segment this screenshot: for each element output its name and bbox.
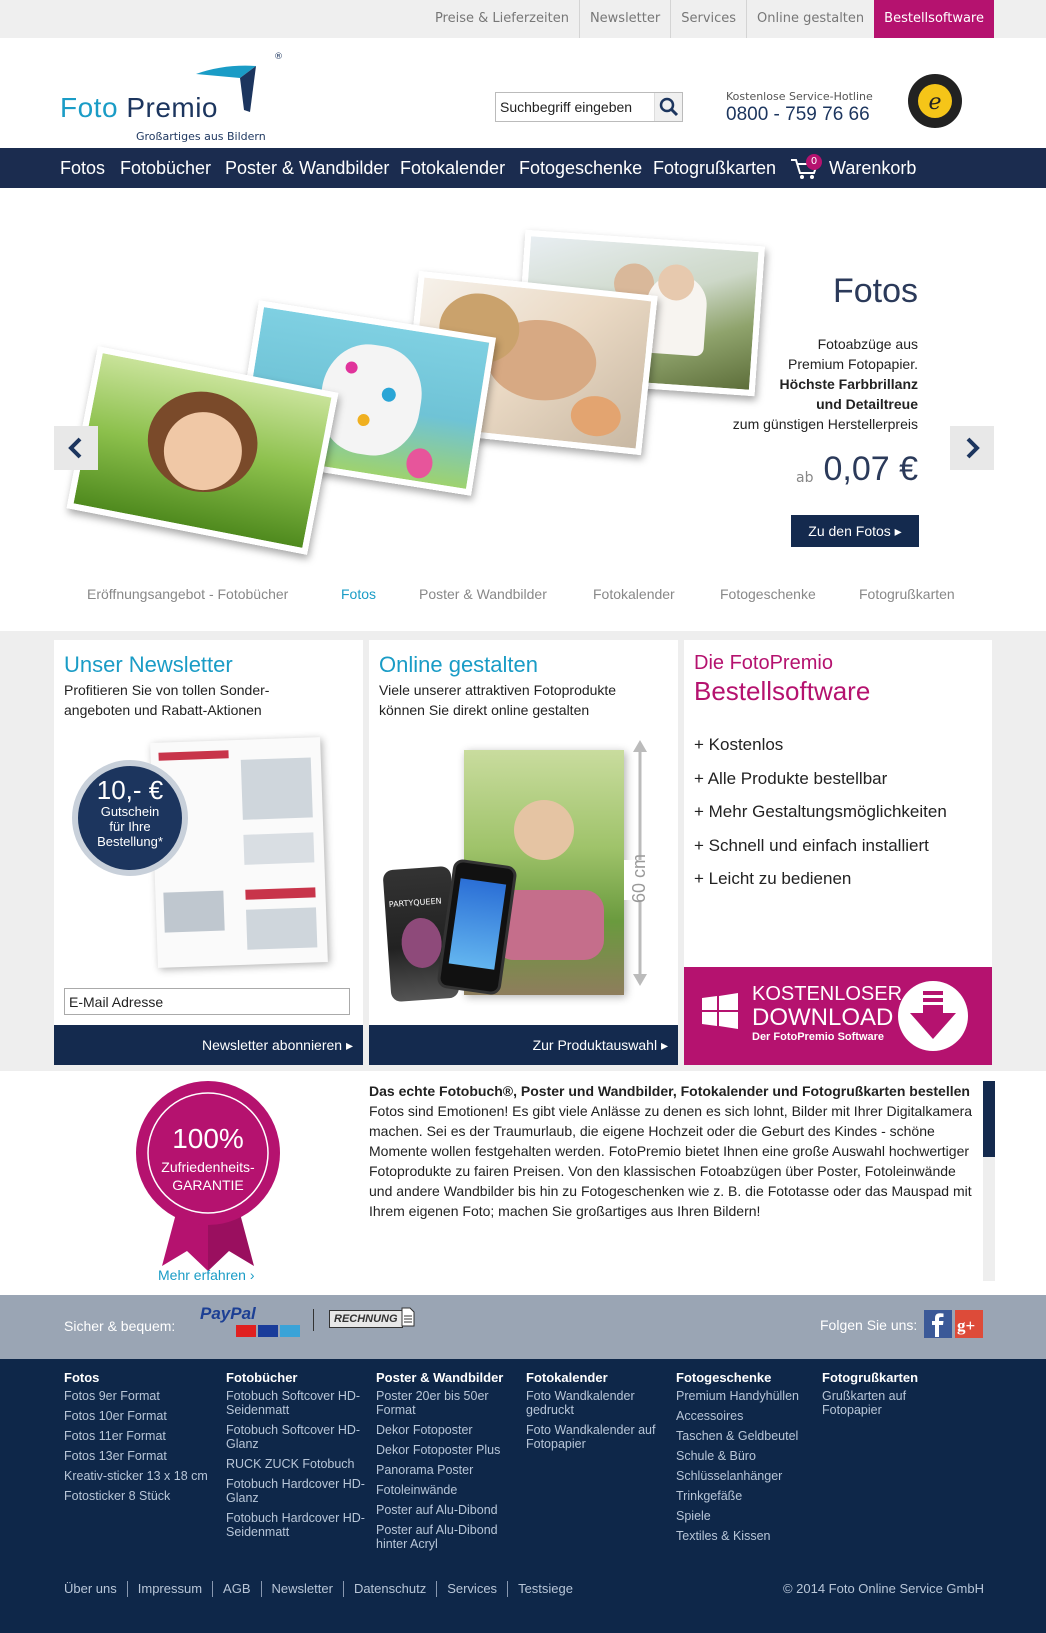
google-plus-glyph-icon <box>955 1310 983 1338</box>
footer-link[interactable]: Fotobuch Hardcover HD-Glanz <box>226 1477 365 1505</box>
rechnung-badge <box>329 1307 419 1331</box>
brochure-red-bar <box>245 887 315 899</box>
newsletter-text <box>64 680 269 720</box>
footer <box>0 1359 1046 1633</box>
hotline-label: Kostenlose Service-Hotline <box>726 90 873 103</box>
software-feature: + Schnell und einfach installiert <box>694 835 929 855</box>
slider-next-button[interactable] <box>950 426 994 470</box>
guarantee-seal-icon <box>132 1081 284 1271</box>
newsletter-subscribe-button[interactable]: Newsletter abonnieren ▸ <box>54 1025 363 1065</box>
voucher-line1: Gutschein <box>100 804 160 819</box>
nav-item-fotogrusskarten[interactable]: Fotogrußkarten <box>653 158 777 178</box>
brochure-photo <box>241 757 313 819</box>
svg-text:e: e <box>928 90 942 115</box>
guarantee-line2: GARANTIE <box>172 1177 244 1193</box>
slide-description <box>733 334 918 434</box>
slide-desc-line3: zum günstigen Herstellerpreis <box>732 416 918 432</box>
payment-divider <box>313 1309 314 1331</box>
software-feature: + Kostenlos <box>694 735 784 754</box>
online-gestalten-box <box>369 640 678 1065</box>
software-feature-list <box>694 728 947 896</box>
slide-desc-line2: Premium Fotopapier. <box>788 356 918 372</box>
rechnung-text: RECHNUNG <box>329 1310 403 1328</box>
seo-heading: Das echte Fotobuch®, Poster und Wandbilder, Fotokalender und Fotogrußkarten bestellen <box>369 1083 970 1099</box>
voucher-amount: 10,- € <box>96 775 164 805</box>
footer-link[interactable]: Dekor Fotoposter <box>376 1423 473 1437</box>
footer-link[interactable]: Fotos 13er Format <box>64 1449 167 1463</box>
footer-link[interactable]: Fotos 10er Format <box>64 1409 167 1423</box>
slider-tab-poster[interactable]: Poster & Wandbilder <box>419 586 547 602</box>
windows-icon <box>702 993 738 1029</box>
dimension-text: 60 cm <box>629 853 650 904</box>
slide-desc-bold1: Höchste Farbbrillanz <box>779 376 918 392</box>
hotline-number[interactable]: 0800 - 759 76 66 <box>726 104 870 125</box>
footer-link[interactable]: Grußkarten auf Fotopapier <box>822 1389 907 1417</box>
facebook-icon[interactable] <box>924 1310 952 1338</box>
smartphone-screen <box>449 878 507 970</box>
mehr-erfahren-link[interactable]: Mehr erfahren › <box>158 1267 255 1283</box>
footer-link[interactable]: Spiele <box>676 1509 711 1523</box>
top-link-bestellsoftware[interactable]: Bestellsoftware <box>874 0 994 38</box>
voucher-line2: für Ihre <box>109 819 151 834</box>
brochure-photo <box>246 907 317 949</box>
chevron-left-icon <box>54 426 98 470</box>
nav-item-poster[interactable]: Poster & Wandbilder <box>225 158 390 178</box>
online-gestalten-title: Online gestalten <box>379 652 538 677</box>
newsletter-text-line1: Profitieren Sie von tollen Sonder- <box>64 682 270 698</box>
download-arrow-icon <box>896 979 970 1053</box>
cart-count-badge: 0 <box>806 154 822 170</box>
top-utility-bar <box>0 0 1046 38</box>
zu-den-fotos-button[interactable]: Zu den Fotos ▸ <box>791 515 919 547</box>
footer-link[interactable]: Taschen & Geldbeutel <box>676 1429 799 1443</box>
newsletter-box <box>54 640 363 1065</box>
logo-registered-mark: ® <box>274 52 283 62</box>
logo-text <box>60 92 218 124</box>
price-prefix: ab <box>796 470 814 486</box>
footer-link[interactable]: Schlüsselanhänger <box>676 1469 783 1483</box>
footer-column-poster <box>376 1369 516 1557</box>
footer-link[interactable]: Poster auf Alu-Dibond <box>376 1503 498 1517</box>
slider-tab-eroeffnungsangebot[interactable]: Eröffnungsangebot - Fotobücher <box>87 586 289 602</box>
logo[interactable] <box>58 52 298 142</box>
document-icon <box>401 1307 415 1327</box>
footer-column-title: Fotogrußkarten <box>822 1370 919 1385</box>
slider-tab-fotogrusskarten[interactable]: Fotogrußkarten <box>859 586 955 602</box>
top-link-preise[interactable]: Preise & Lieferzeiten <box>434 11 569 26</box>
footer-column-title: Fotogeschenke <box>676 1370 772 1385</box>
search-box <box>495 92 683 122</box>
nav-item-fotobuecher[interactable]: Fotobücher <box>120 158 212 178</box>
footer-link[interactable]: Foto Wandkalender gedruckt <box>526 1389 635 1417</box>
download-line1: KOSTENLOSER <box>752 983 903 1005</box>
mastercard-icon <box>236 1325 256 1337</box>
nav-item-fotokalender[interactable]: Fotokalender <box>400 158 506 178</box>
newsletter-text-line2: angeboten und Rabatt-Aktionen <box>64 702 262 718</box>
nav-item-fotos[interactable]: Fotos <box>60 158 106 178</box>
visa-icon <box>258 1325 278 1337</box>
footer-link-ueber-uns[interactable]: Über uns <box>64 1581 117 1596</box>
logo-word-premio: Premio <box>126 92 219 123</box>
footer-link[interactable]: Fotobuch Softcover HD-Seidenmatt <box>226 1389 361 1417</box>
amex-icon <box>280 1325 300 1337</box>
seo-body: Fotos sind Emotionen! Es gibt viele Anlässe zu denen es sich lohnt, Bilder mit Ihrer Digitalkamera machen. Sei es der Traumurlaub, die eigene Hochzeit oder die Geburt des Kindes - schöne Momente wollen festgehalten werden. FotoPremio bietet Ihnen eine große Auswahl hochwertiger Fotoprodukte zu fairen Preisen. Von den klassischen Fotoabzügen über Poster, Fotoleinwände und andere Wandbilder bis hin zu Fotogeschenken wie z. B. die Fototasse oder das Mauspad mit Ihrem eigenen Foto; machen Sie großartiges aus Ihren Bildern! <box>369 1103 973 1219</box>
follow-label: Folgen Sie uns: <box>820 1317 918 1333</box>
slider-prev-button[interactable] <box>54 426 98 470</box>
footer-link[interactable]: Fotos 9er Format <box>64 1389 160 1403</box>
kitten <box>569 394 623 439</box>
logo-word-foto: Foto <box>60 92 119 123</box>
slider-tab-fotogeschenke[interactable]: Fotogeschenke <box>720 586 816 602</box>
footer-link[interactable]: Fotos 11er Format <box>64 1429 166 1443</box>
paypal-logo <box>200 1305 302 1341</box>
top-link-online-gestalten[interactable]: Online gestalten <box>746 0 874 38</box>
logo-tagline: Großartiges aus Bildern <box>136 130 266 143</box>
hero-slider <box>0 188 1046 631</box>
voucher-badge <box>72 760 188 876</box>
footer-link-datenschutz[interactable]: Datenschutz <box>343 1581 436 1597</box>
paypal-text: PayPal <box>200 1304 256 1323</box>
footer-bottom-links <box>54 1581 583 1597</box>
footer-link[interactable]: Schule & Büro <box>676 1449 756 1463</box>
footer-column-fotobuecher <box>226 1369 366 1545</box>
svg-text:g+: g+ <box>957 1316 976 1335</box>
footer-link[interactable]: Fotosticker 8 Stück <box>64 1489 171 1503</box>
nav-item-warenkorb[interactable]: Warenkorb <box>829 158 917 178</box>
facebook-glyph-icon <box>924 1310 952 1338</box>
footer-link-agb[interactable]: AGB <box>212 1581 260 1597</box>
footer-link-newsletter[interactable]: Newsletter <box>261 1581 343 1597</box>
email-field[interactable] <box>64 988 350 1015</box>
header <box>0 38 1046 148</box>
slider-tab-fotos[interactable]: Fotos <box>341 586 377 602</box>
nav-item-fotogeschenke[interactable]: Fotogeschenke <box>519 158 643 178</box>
footer-column-fotogeschenke <box>676 1369 816 1549</box>
footer-link[interactable]: Textiles & Kissen <box>676 1529 771 1543</box>
software-download-button[interactable] <box>684 967 992 1065</box>
footer-link-testsiege[interactable]: Testsiege <box>507 1581 583 1597</box>
payment-bar <box>0 1295 1046 1359</box>
footer-link[interactable]: Trinkgefäße <box>676 1489 743 1503</box>
guarantee-line1: Zufriedenheits- <box>161 1159 255 1175</box>
slide-desc-line1: Fotoabzüge aus <box>817 336 918 352</box>
bestellsoftware-box <box>684 640 992 1065</box>
slider-tab-fotokalender[interactable]: Fotokalender <box>593 586 675 602</box>
voucher-line3: Bestellung* <box>97 834 163 849</box>
trusted-shops-badge[interactable] <box>906 72 964 130</box>
search-input[interactable] <box>496 93 654 121</box>
copyright: © 2014 Foto Online Service GmbH <box>782 1581 984 1596</box>
software-feature: + Mehr Gestaltungsmöglichkeiten <box>694 802 947 821</box>
footer-link[interactable]: Accessoires <box>676 1409 744 1423</box>
price-value: 0,07 € <box>823 450 918 488</box>
google-plus-icon[interactable] <box>955 1310 983 1338</box>
footer-link[interactable]: Fotobuch Hardcover HD-Seidenmatt <box>226 1511 365 1539</box>
software-feature: + Leicht zu bedienen <box>694 869 852 888</box>
main-nav <box>0 148 1046 188</box>
easter-egg <box>404 446 434 480</box>
search-button[interactable] <box>654 93 682 121</box>
seo-scrollbar[interactable] <box>983 1081 995 1281</box>
brochure-photo <box>163 891 224 933</box>
footer-column-title: Fotobücher <box>226 1370 298 1385</box>
footer-link-services[interactable]: Services <box>436 1581 507 1597</box>
slide-title: Fotos <box>832 272 918 310</box>
top-nav <box>425 0 994 38</box>
footer-link[interactable]: Kreativ-sticker 13 x 18 cm <box>64 1469 208 1483</box>
footer-link[interactable]: Fotobuch Softcover HD-Glanz <box>226 1423 361 1451</box>
online-gestalten-text <box>379 680 616 720</box>
top-link-services[interactable]: Services <box>670 0 746 38</box>
payment-label: Sicher & bequem: <box>64 1318 176 1334</box>
footer-link[interactable]: Poster 20er bis 50er Format <box>376 1389 489 1417</box>
download-line3: Der FotoPremio Software <box>752 1031 885 1043</box>
software-feature: + Alle Produkte bestellbar <box>694 768 888 788</box>
online-text-line1: Viele unserer attraktiven Fotoprodukte <box>379 682 617 698</box>
footer-column-title: Poster & Wandbilder <box>376 1370 504 1385</box>
trusted-shops-icon <box>906 72 964 130</box>
footer-link[interactable]: Foto Wandkalender auf Fotopapier <box>526 1423 656 1451</box>
produktauswahl-button[interactable]: Zur Produktauswahl ▸ <box>369 1025 678 1065</box>
slide-desc-bold2: und Detailtreue <box>816 396 918 412</box>
newsletter-brochure-image <box>150 737 328 968</box>
guarantee-percent: 100% <box>172 1123 244 1154</box>
child-face <box>514 800 574 860</box>
footer-link[interactable]: Dekor Fotoposter Plus <box>376 1443 501 1457</box>
brochure-photo <box>243 832 314 864</box>
footer-column-fotogrusskarten <box>822 1369 932 1423</box>
top-link-newsletter[interactable]: Newsletter <box>579 0 670 38</box>
brochure-red-bar <box>158 750 228 760</box>
newsletter-title: Unser Newsletter <box>64 652 233 677</box>
seo-scrollbar-thumb[interactable] <box>983 1081 995 1157</box>
phone-case-photo <box>400 917 443 970</box>
footer-column-fotokalender <box>526 1369 661 1457</box>
footer-link[interactable]: Premium Handyhüllen <box>676 1389 799 1403</box>
chevron-right-icon <box>950 426 994 470</box>
footer-column-title: Fotos <box>64 1370 100 1385</box>
online-text-line2: können Sie direkt online gestalten <box>379 702 590 718</box>
footer-link[interactable]: Poster auf Alu-Dibond hinter Acryl <box>376 1523 498 1551</box>
footer-link[interactable]: Panorama Poster <box>376 1463 474 1477</box>
footer-link[interactable]: Fotoleinwände <box>376 1483 458 1497</box>
software-title-line2: Bestellsoftware <box>694 676 871 706</box>
footer-column-title: Fotokalender <box>526 1370 608 1385</box>
footer-link[interactable]: RUCK ZUCK Fotobuch <box>226 1457 355 1471</box>
software-title-line1: Die FotoPremio <box>694 652 833 674</box>
download-line2: DOWNLOAD <box>752 1004 894 1031</box>
seo-text <box>369 1081 981 1283</box>
footer-column-fotos <box>64 1369 214 1509</box>
slider-tabs <box>0 586 1046 606</box>
footer-link-impressum[interactable]: Impressum <box>127 1581 212 1597</box>
info-section <box>0 1071 1046 1295</box>
search-icon <box>655 93 683 121</box>
phone-case-brand: PARTYQUEEN <box>388 896 442 910</box>
